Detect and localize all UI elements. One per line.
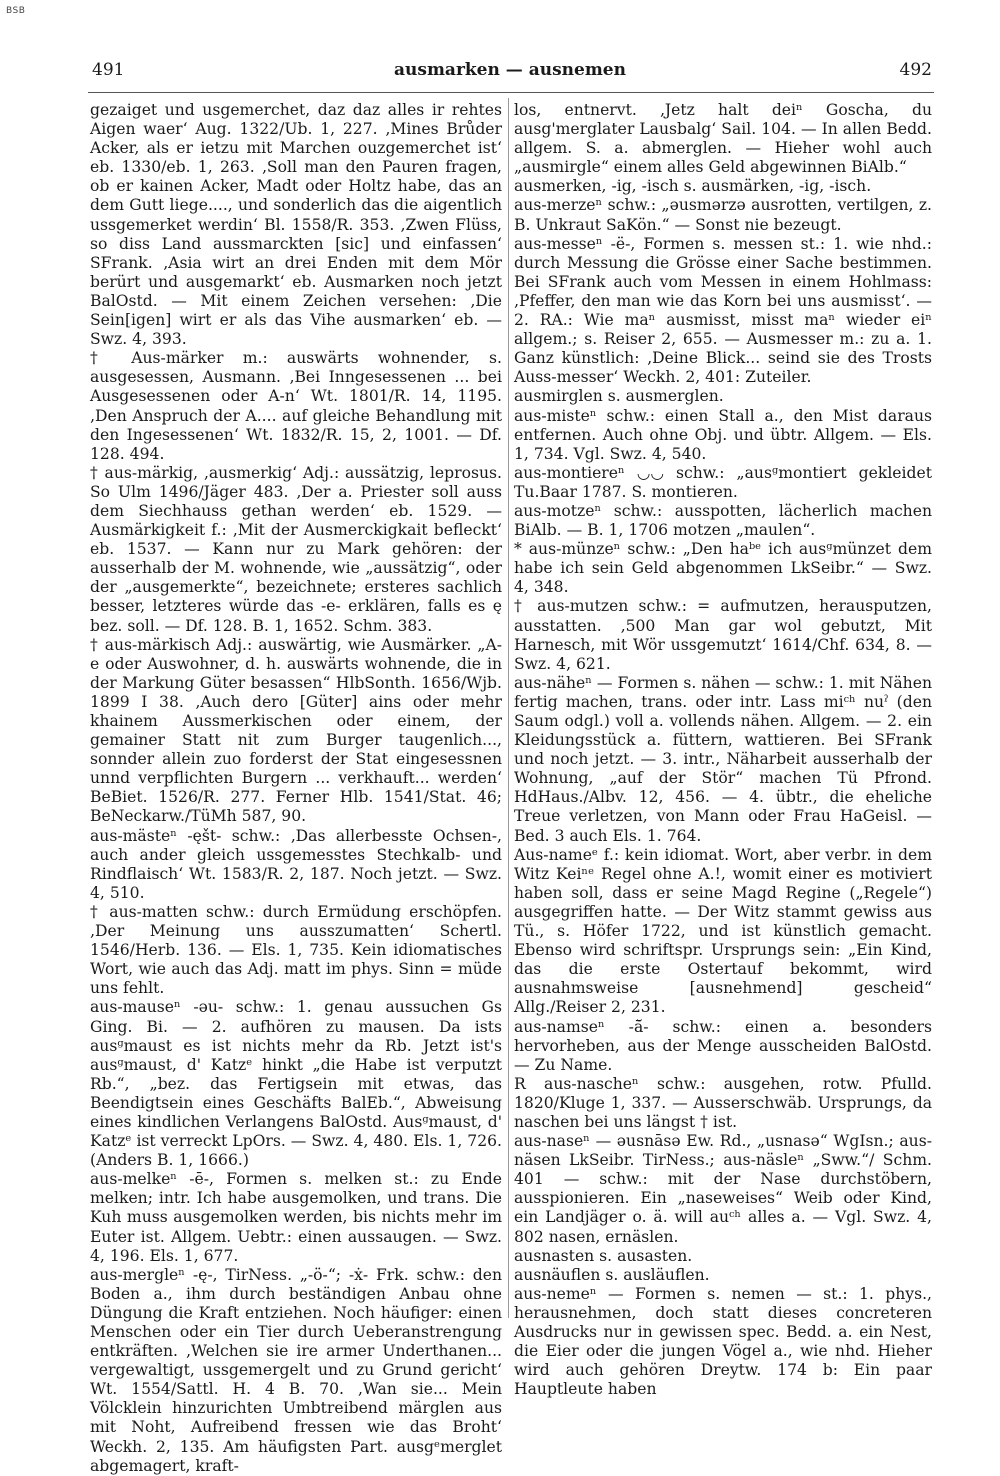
- entry-paragraph: los, entnervt. ‚Jetz halt deiⁿ Goscha, du ausg'merglater Lausbalg‘ Sail. 104. — In allen Bedd. allgem. S. a. abmerglen. — Hieher wohl auch „ausmirgle“ einem alles Geld abgewinnen BiAlb.“: [514, 101, 932, 177]
- entry-paragraph: ausnäuflen s. ausläuflen.: [514, 1265, 710, 1284]
- entry-paragraph: aus-mergleⁿ -ę-, TirNess. „-ö-“; -ẋ- Frk. schw.: den Boden a., ihm durch beständigen Anbau ohne Düngung die Kraft entziehen. Noch häufiger: einen Menschen oder ein Tier durch Ueberanstrengung entkräften. ‚Welchen sie ire armer Underthanen... vergewaltigt, ussgemergelt und zu Grund gericht‘ Wt. 1554/Sattl. H. 4 B. 70. ‚Wan sie... Mein Völcklein hinzurichten Umbtreibend märglen aus mit Noht, Aufreibend fressen wie das Broht‘ Weckh. 2, 135. Am häufigsten Part. ausgᵉmerglet abgemagert, kraft-: [90, 1265, 502, 1475]
- entry-paragraph: aus-misteⁿ schw.: einen Stall a., den Mist daraus entfernen. Auch ohne Obj. und übtr. Allgem. — Els. 1, 734. Vgl. Swz. 4, 540.: [514, 406, 932, 463]
- header-rule: [88, 92, 934, 93]
- entry-paragraph: † aus-märkisch Adj.: auswärtig, wie Ausmärker. „A-e oder Auswohner, d. h. auswärts wohnende, die in der Markung Güter besassen“ HlbSonth. 1656/Wjb. 1899 I 38. ‚Auch dero [Güter] ains oder mehr khainem Aussmerkischen oder einem, der gemainer Statt nit zum Burger taugenlich..., sonnder allein zuo forderst der Stat eingesessnen unnd verpflichten Burgern ... verkhauft... werden‘ BeBiet. 1526/R. 277. Ferner Hlb. 1541/Stat. 46; BeNeckarw./TüMh 587, 90.: [90, 635, 502, 826]
- library-stamp: BSB: [6, 6, 26, 16]
- entry-paragraph: gezaiget und usgemerchet, daz daz alles ir rehtes Aigen waer‘ Aug. 1322/Ub. 1, 227. ‚Mines Brůder Acker, als er ietzu mit Marchen ouzgemerchet ist‘ eb. 1330/eb. 1, 263. ‚Soll man den Pauren fragen, ob er kainen Acker, Madt oder Holtz habe, das an dem Gutt liege...., und sonderlich das die aigentlich ussgemerket werdin‘ Bl. 1558/R. 353. ‚Zwen Flüss, so diss Land aussmarckten [sic] und einfassen‘ SFrank. ‚Asia wirt an drei Enden mit dem Mör berürt und ausgemarkt‘ eb. Ausmarken noch jetzt BalOstd. — Mit einem Zeichen versehen: ‚Die Sein[igen] wirt er als das Vihe ausmarken‘ eb. — Swz. 4, 393.: [90, 101, 502, 349]
- entry-paragraph: * aus-münzeⁿ schw.: „Den haᵇᵉ ich ausᵍmünzet dem habe ich sein Geld abgenommen LkSeibr.“ — Swz. 4, 348.: [514, 540, 932, 597]
- left-page-number: 491: [92, 60, 125, 80]
- entry-paragraph: aus-naseⁿ — əusnāsə Ew. Rd., „usnasə“ WgIsn.; aus-näsen LkSeibr. TirNess.; aus-näsleⁿ „Sww.“/ Schm. 401 — schw.: mit der Nase durchstöbern, ausspionieren. Ein „naseweises“ Weib oder Kind, ein Landjäger o. ä. will auᶜʰ alles a. — Vgl. Swz. 4, 802 nasen, ernäslen.: [514, 1132, 932, 1246]
- page-header: [88, 60, 932, 84]
- entry-paragraph: ausnasten s. ausasten.: [514, 1246, 693, 1265]
- entry-paragraph: aus-messeⁿ -ë-, Formen s. messen st.: 1. wie nhd.: durch Messung die Grösse einer Sache bestimmen. Bei SFrank auch vom Messen in einem Hohlmass: ‚Pfeffer, den man wie das Korn bei uns ausmisst‘. — 2. RA.: Wie maⁿ ausmisst, misst maⁿ wieder eiⁿ allgem.; s. Reiser 2, 655. — Ausmesser m.: zu a. 1. Ganz künstlich: ‚Deine Blick... seind sie des Trosts Auss-messer‘ Weckh. 2, 401: Zuteiler.: [514, 234, 932, 387]
- entry-paragraph: R aus-nascheⁿ schw.: ausgehen, rotw. Pfulld. 1820/Kluge 1, 337. — Ausserschwäb. Ursprungs, da naschen bei uns längst † ist.: [514, 1074, 932, 1131]
- running-headword: ausmarken — ausnemen: [394, 60, 626, 80]
- right-page-number: 492: [899, 60, 932, 80]
- entry-paragraph: aus-mästeⁿ -ęšt- schw.: ‚Das allerbesste Ochsen-, auch ander gleich ussgemesstes Stechkalb- und Rindflaisch‘ Wt. 1583/R. 2, 187. Noch jetzt. — Swz. 4, 510.: [90, 826, 502, 902]
- entry-paragraph: † aus-mutzen schw.: = aufmutzen, herausputzen, ausstatten. ‚500 Man gar wol gebutzt, Mit Harnesch, mit Wör ussgemutzt‘ 1614/Chf. 634, 8. — Swz. 4, 621.: [514, 597, 932, 673]
- entry-paragraph: aus-namseⁿ -ā̆- schw.: einen a. besonders hervorheben, aus der Menge ausscheiden BalOstd. — Zu Name.: [514, 1017, 932, 1074]
- right-column: [514, 101, 932, 1399]
- entry-paragraph: aus-mauseⁿ -əu- schw.: 1. genau aussuchen Gs Ging. Bi. — 2. aufhören zu mausen. Da ists ausᵍmaust es ist nichts mehr da Rb. Jetzt ist's ausᵍmaust, d' Katzᵉ hinkt „die Habe ist verputzt Rb.“, „bez. das Fertigsein mit etwas, das Beendigtsein eines Geschäfts BalEb.“, Abweisung eines kindlichen Verlangens BalOstd. Ausᵍmaust, d' Katzᵉ ist verreckt LpOrs. — Swz. 4, 480. Els. 1, 726. (Anders B. 1, 1666.): [90, 998, 502, 1170]
- entry-paragraph: † aus-matten schw.: durch Ermüdung erschöpfen. ‚Der Meinung uns ausszumatten‘ Schertl. 1546/Herb. 136. — Els. 1, 735. Kein idiomatisches Wort, wie auch das Adj. matt im phys. Sinn = müde uns fehlt.: [90, 902, 502, 998]
- entry-paragraph: † Aus-märker m.: auswärts wohnender, s. ausgesessen, Ausmann. ‚Bei Inngesessenen ... bei Ausgesessenen oder A-n‘ Wt. 1801/R. 14, 1195. ‚Den Anspruch der A.... auf gleiche Behandlung mit den Ingesessenen‘ Wt. 1832/R. 15, 2, 1001. — Df. 128. 494.: [90, 349, 502, 463]
- column-divider: [508, 98, 509, 1318]
- entry-paragraph: aus-näheⁿ — Formen s. nähen — schw.: 1. mit Nähen fertig machen, trans. oder intr. Lass miᶜʰ nuˀ (den Saum odgl.) voll a. vollends nähen. Allgem. — 2. ein Kleidungsstück a. füttern, wattieren. Bei SFrank und noch jetzt. — 3. intr., Näharbeit ausserhalb der Wohnung, „auf der Stör“ machen Tü Pfrond. HdHaus./Albv. 12, 456. — 4. übtr., die eheliche Treue verletzen, von Mann oder Frau HaGeisl. — Bed. 3 auch Els. 1. 764.: [514, 673, 932, 845]
- entry-paragraph: aus-nemeⁿ — Formen s. nemen — st.: 1. phys., herausnehmen, doch statt dieses concreteren Ausdrucks nur in gewissen spec. Bedd. a. ein Nest, die Eier oder die jungen Vögel a., wie nhd. Hieher wird auch gehören Dreytw. 174 b: Ein paar Hauptleute haben: [514, 1284, 932, 1399]
- entry-paragraph: ausmirglen s. ausmerglen.: [514, 387, 724, 406]
- entry-paragraph: aus-motzeⁿ schw.: ausspotten, lächerlich machen BiAlb. — B. 1, 1706 motzen „maulen“.: [514, 501, 932, 540]
- left-column: [90, 101, 502, 1475]
- entry-paragraph: Aus-nameᵉ f.: kein idiomat. Wort, aber verbr. in dem Witz Keiⁿᵉ Regel ohne A.!, womit einer es motiviert haben soll, dass er seine Magd Regine („Regele“) ausgegriffen hatte. — Der Witz stammt gewiss aus Tü., s. Höfer 1722, und ist künstlich gemacht. Ebenso wird schriftspr. Ursprungs sein: „Ein Kind, das die erste Ostertauf bekommt, wird ausnahmsweise [ausnehmend] gescheid“ Allg./Reiser 2, 231.: [514, 845, 932, 1017]
- entry-paragraph: aus-montiereⁿ ◡◡ schw.: „ausᵍmontiert gekleidet Tu.Baar 1787. S. montieren.: [514, 463, 932, 501]
- entry-paragraph: aus-melkeⁿ -ē-, Formen s. melken st.: zu Ende melken; intr. Ich habe ausgemolken, und trans. Die Kuh muss ausgemolken werden, bis nichts mehr im Euter ist. Allgem. Uebtr.: einen aussaugen. — Swz. 4, 196. Els. 1, 677.: [90, 1170, 502, 1265]
- entry-paragraph: ausmerken, -ig, -isch s. ausmärken, -ig, -isch.: [514, 177, 872, 196]
- entry-paragraph: † aus-märkig, ‚ausmerkig‘ Adj.: aussätzig, leprosus. So Ulm 1496/Jäger 483. ‚Der a. Priester soll auss dem Siechhauss gethan werden‘ eb. 1529. — Ausmärkigkeit f.: ‚Mit der Ausmerckigkait befleckt‘ eb. 1537. — Kann nur zu Mark gehören: der ausserhalb der M. wohnende, wie „aussätzig“, oder der „ausgemerkte“, bezeichnete; ersteres sachlich besser, letzteres würde das -e- erklären, falls es ę bez. soll. — Df. 128. B. 1, 1652. Schm. 383.: [90, 463, 502, 635]
- entry-paragraph: aus-merzeⁿ schw.: „əusmərzə ausrotten, vertilgen, z. B. Unkraut SaKön.“ — Sonst nie bezeugt.: [514, 196, 932, 234]
